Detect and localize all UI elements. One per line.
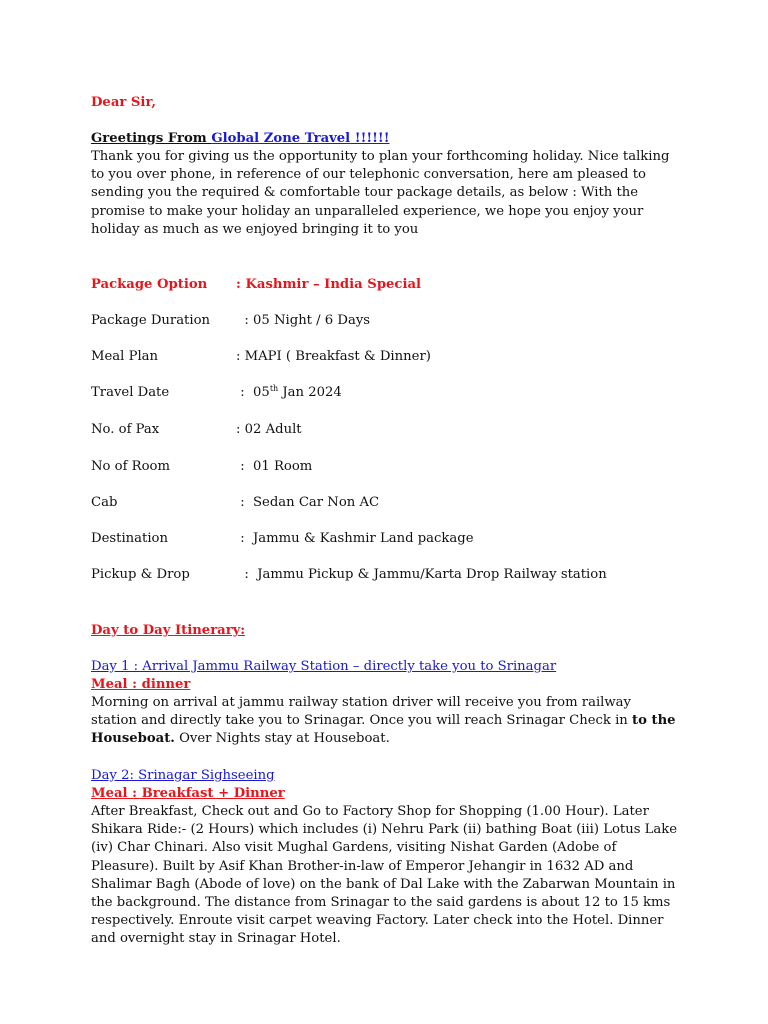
greeting-prefix: Greetings From	[91, 131, 212, 146]
salutation: Dear Sir,	[91, 95, 157, 110]
itinerary-heading: Day to Day Itinerary:	[91, 623, 246, 638]
company-link[interactable]: Global Zone Travel	[211, 131, 351, 146]
detail-row-destination	[91, 530, 711, 548]
travel-date-day: : 05	[236, 385, 270, 400]
package-option-row	[91, 276, 711, 294]
detail-label: Pickup & Drop	[91, 567, 190, 582]
detail-value	[236, 384, 342, 402]
day-1-title[interactable]: Day 1 : Arrival Jammu Railway Station – directly take you to Srinagar	[91, 659, 557, 674]
detail-row-cab	[91, 494, 711, 512]
detail-label: Cab	[91, 495, 118, 510]
detail-row-travel-date	[91, 384, 711, 402]
day-1-meal: Meal : dinner	[91, 677, 191, 692]
detail-value: : 05 Night / 6 Days	[236, 313, 371, 328]
detail-label: Travel Date	[91, 385, 170, 400]
day-1-text-end: Over Nights stay at Houseboat.	[174, 731, 390, 747]
detail-value: : Sedan Car Non AC	[236, 495, 380, 510]
greeting-suffix: !!!!!!	[350, 131, 390, 146]
detail-value: : Jammu & Kashmir Land package	[236, 531, 474, 546]
intro-paragraph: Thank you for giving us the opportunity to plan your forthcoming holiday. Nice talking to you over phone, in reference of our telephonic conversation, here am pleased to sending you the required & comfortable tour package details, as below : With the promise to make your holiday an unparalleled experience, we hope you enjoy your holiday as much as we enjoyed bringing it to you	[91, 149, 670, 237]
detail-label: Destination	[91, 531, 168, 546]
detail-value: : MAPI ( Breakfast & Dinner)	[236, 349, 431, 364]
package-option-label: Package Option	[91, 277, 208, 292]
package-option-value: : Kashmir – India Special	[236, 277, 422, 292]
detail-label: No of Room	[91, 459, 170, 474]
travel-date-month-year: Jan 2024	[278, 385, 342, 400]
day-1-houseboat: to the Houseboat.	[91, 713, 676, 747]
day-2-title[interactable]: Day 2: Srinagar Sighseeing	[91, 768, 275, 783]
greeting-line	[91, 130, 691, 148]
detail-value: : 02 Adult	[236, 422, 302, 437]
day-2-description: After Breakfast, Check out and Go to Factory Shop for Shopping (1.00 Hour). Later Shikara Ride:- (2 Hours) which includes (i) Nehru Park (ii) bathing Boat (iii) Lotus Lake (iv) Char Chinari. Also visit Mughal Gardens, visiting Nishat Garden (Adobe of Pleasure). Built by Asif Khan Brother-in-law of Emperor Jehangir in 1632 AD and Shalimar Bagh (Abode of love) on the bank of Dal Lake with the Zabarwan Mountain in the background. The distance from Srinagar to the said gardens is about 12 to 15 kms respectively. Enroute visit carpet weaving Factory. Later check into the Hotel. Dinner and overnight stay in Srinagar Hotel.	[91, 804, 678, 947]
detail-value: : Jammu Pickup & Jammu/Karta Drop Railway station	[236, 567, 607, 582]
detail-row-pax	[91, 421, 711, 439]
detail-row-meal-plan	[91, 348, 711, 366]
day-1-description	[91, 694, 681, 749]
ordinal-suffix: th	[269, 384, 279, 393]
day-1-text: Morning on arrival at jammu railway station driver will receive you from railway station and directly take you to Srinagar. Once you will reach Srinagar Check in	[91, 695, 632, 729]
detail-row-room	[91, 458, 711, 476]
day-2-meal: Meal : Breakfast + Dinner	[91, 786, 285, 801]
detail-row-duration	[91, 312, 711, 330]
detail-value: : 01 Room	[236, 459, 313, 474]
detail-label: Meal Plan	[91, 349, 159, 364]
detail-label: Package Duration	[91, 313, 211, 328]
detail-row-pickup-drop	[91, 566, 711, 584]
detail-label: No. of Pax	[91, 422, 160, 437]
